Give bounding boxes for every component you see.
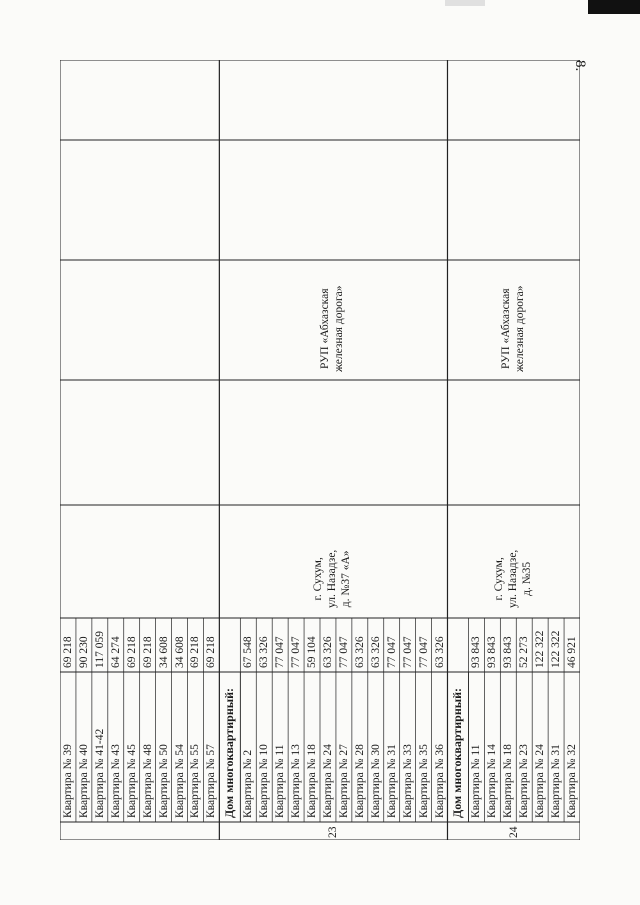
page-number: 8. (572, 60, 588, 72)
apartment-value: 63 326 (433, 636, 446, 668)
section-heading: Дом многоквартирный: (222, 687, 237, 818)
apartment-name: Квартира № 35 (417, 744, 430, 818)
apartment-value: 67 548 (242, 636, 255, 668)
apartment-value: 59 104 (306, 636, 319, 668)
scan-corner-mark (588, 0, 640, 14)
apartment-value: 64 274 (109, 636, 122, 668)
address-line: д. №35 (520, 561, 533, 596)
apartment-value: 46 921 (566, 636, 579, 668)
address-line: г. Сухум, (312, 557, 325, 601)
table-grid (60, 60, 580, 840)
apartment-value: 122 322 (550, 630, 563, 668)
apartment-name: Квартира № 23 (518, 744, 531, 818)
address-line: г. Сухум, (492, 557, 505, 601)
apartment-value: 69 218 (125, 636, 138, 668)
section-heading: Дом многоквартирный: (450, 687, 465, 818)
apartment-value: 93 843 (486, 636, 499, 668)
apartment-name: Квартира № 54 (173, 744, 186, 818)
apartment-name: Квартира № 48 (141, 744, 154, 818)
section-index: 23 (327, 826, 340, 838)
address-line: ул. Назадзе, (326, 549, 339, 608)
apartment-name: Квартира № 55 (189, 744, 202, 818)
apartment-value: 93 843 (502, 636, 515, 668)
apartment-value: 63 326 (258, 636, 271, 668)
apartment-value: 69 218 (141, 636, 154, 668)
scan-smudge (445, 0, 485, 6)
apartment-name: Квартира № 18 (502, 744, 515, 818)
apartment-name: Квартира № 45 (125, 744, 138, 818)
apartment-value: 34 608 (173, 636, 186, 668)
apartment-value: 34 608 (157, 636, 170, 668)
apartment-name: Квартира № 11 (470, 744, 483, 818)
apartment-name: Квартира № 24 (534, 744, 547, 818)
apartment-name: Квартира № 32 (566, 744, 579, 818)
apartment-value: 69 218 (189, 636, 202, 668)
apartment-name: Квартира № 24 (322, 744, 334, 818)
owner-line: железная дорога» (513, 285, 526, 372)
apartment-value: 69 218 (205, 636, 218, 668)
owner-line: железная дорога» (333, 285, 346, 372)
owner (499, 285, 527, 372)
address-line: д. №37 «А» (340, 550, 353, 608)
address-line: ул. Назадзе, (506, 549, 519, 608)
apartment-name: Квартира № 39 (62, 744, 74, 818)
address (492, 550, 534, 608)
apartment-name: Квартира № 43 (109, 744, 122, 818)
apartment-name: Квартира № 31 (550, 744, 563, 818)
apartment-name: Квартира № 13 (290, 744, 303, 818)
apartment-value: 52 273 (518, 636, 531, 668)
owner (318, 285, 346, 372)
apartment-name: Квартира № 14 (486, 744, 499, 818)
apartment-value: 63 326 (353, 636, 366, 668)
apartment-value: 122 322 (534, 630, 547, 668)
apartment-name: Квартира № 41-42 (93, 728, 106, 818)
apartment-name: Квартира № 11 (274, 744, 287, 818)
apartment-value: 63 326 (369, 636, 382, 668)
apartment-name: Квартира № 36 (433, 744, 446, 818)
apartment-value: 77 047 (417, 636, 430, 668)
apartment-value: 93 843 (470, 636, 483, 668)
section-index: 24 (507, 826, 520, 838)
apartment-value: 77 047 (337, 636, 350, 668)
property-table (60, 60, 580, 840)
apartment-value: 77 047 (401, 636, 414, 668)
apartment-name: Квартира № 10 (258, 744, 271, 818)
apartment-name: Квартира № 50 (157, 744, 170, 818)
apartment-name: Квартира № 31 (385, 744, 398, 818)
apartment-name: Квартира № 2 (242, 749, 255, 818)
address (311, 550, 353, 608)
apartment-value: 63 326 (322, 636, 334, 668)
apartment-name: Квартира № 28 (353, 744, 366, 818)
apartment-name: Квартира № 33 (401, 744, 414, 818)
owner-line: РУП «Абхазская (319, 288, 332, 369)
owner-line: РУП «Абхазская (499, 288, 512, 369)
apartment-value: 77 047 (385, 636, 398, 668)
apartment-value: 69 218 (62, 636, 74, 668)
apartment-name: Квартира № 30 (369, 744, 382, 818)
apartment-value: 77 047 (290, 636, 303, 668)
apartment-value: 90 230 (77, 636, 90, 668)
apartment-value: 117 059 (93, 631, 106, 668)
apartment-name: Квартира № 57 (205, 744, 218, 818)
apartment-name: Квартира № 18 (306, 744, 319, 818)
apartment-value: 77 047 (274, 636, 287, 668)
apartment-name: Квартира № 40 (77, 744, 90, 818)
apartment-name: Квартира № 27 (337, 744, 350, 818)
